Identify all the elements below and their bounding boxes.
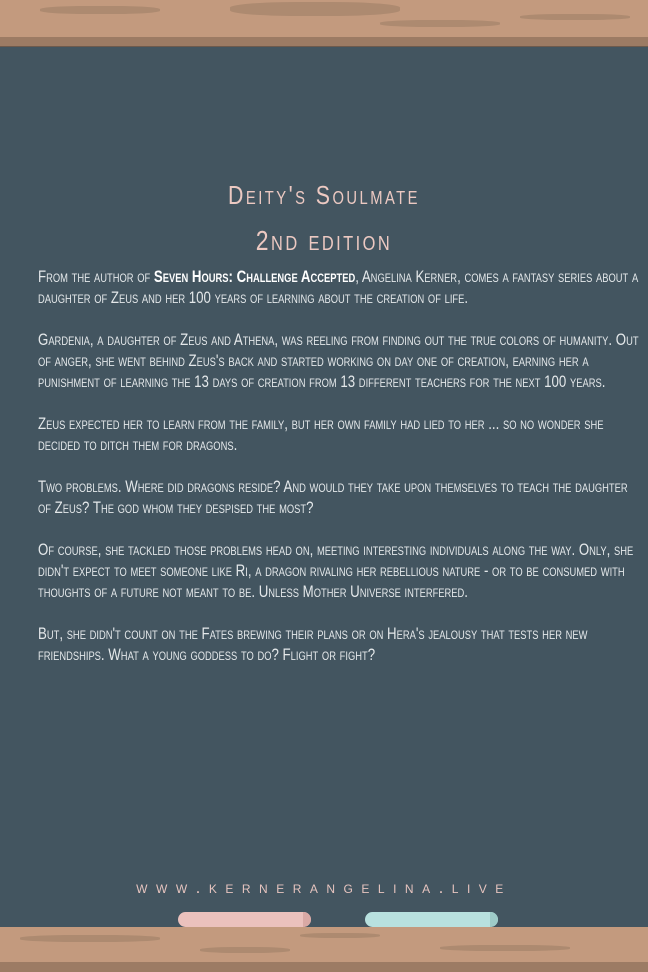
book-edition: 2nd edition bbox=[255, 225, 393, 256]
blurb-paragraph-3: Zeus expected her to learn from the family, but her own family had lied to her ... so no wonder she decided to ditch them for dragons. bbox=[38, 414, 604, 454]
wood-grain bbox=[230, 2, 400, 16]
wood-grain bbox=[40, 6, 160, 14]
wood-frame-bottom bbox=[0, 927, 648, 962]
wood-frame-top bbox=[0, 0, 648, 37]
wood-frame-top-lip bbox=[0, 37, 648, 47]
teal-chalk-icon bbox=[365, 912, 498, 927]
wood-grain bbox=[200, 947, 290, 953]
blurb-text: , Angelina Kerner, comes a fantasy series about a daughter of Zeus and her 100 years of learning about the creation of life. bbox=[38, 267, 639, 307]
wood-grain bbox=[380, 20, 500, 27]
blurb-paragraph-2: Gardenia, a daughter of Zeus and Athena, was reeling from finding out the true colors of humanity. Out of anger, she went behind Zeus's back and started working on day one of creation, earning her a punishment of learning the 13 days of creation from 13 different teachers for the next 100 years. bbox=[38, 330, 639, 391]
wood-grain bbox=[300, 933, 380, 938]
blurb-paragraph-6: But, she didn't count on the Fates brewing their plans or on Hera's jealousy that tests her new friendships. What a young goddess to do? Flight or fight? bbox=[38, 624, 588, 664]
wood-grain bbox=[440, 945, 570, 951]
wood-grain bbox=[20, 935, 160, 942]
author-website: www.kernerangelina.live bbox=[136, 878, 512, 897]
book-blurb bbox=[38, 266, 639, 686]
book-title: Deity's Soulmate bbox=[228, 180, 420, 210]
blurb-text: From the author of bbox=[38, 267, 154, 286]
wood-frame-bottom-edge bbox=[0, 962, 648, 972]
wood-grain bbox=[520, 14, 630, 20]
blurb-paragraph-4: Two problems. Where did dragons reside? And would they take upon themselves to teach the daughter of Zeus? The god whom they despised the most? bbox=[38, 477, 628, 517]
prior-book-title: Seven Hours: Challenge Accepted bbox=[153, 267, 356, 286]
blurb-paragraph-1 bbox=[38, 266, 639, 308]
blurb-paragraph-5: Of course, she tackled those problems head on, meeting interesting individuals along the way. Only, she didn't expect to meet someone like Ri, a dragon rivaling her rebellious nature - or to be consumed with thoughts of a future not meant to be. Unless Mother Universe interfered. bbox=[38, 540, 634, 601]
pink-chalk-icon bbox=[178, 912, 311, 927]
